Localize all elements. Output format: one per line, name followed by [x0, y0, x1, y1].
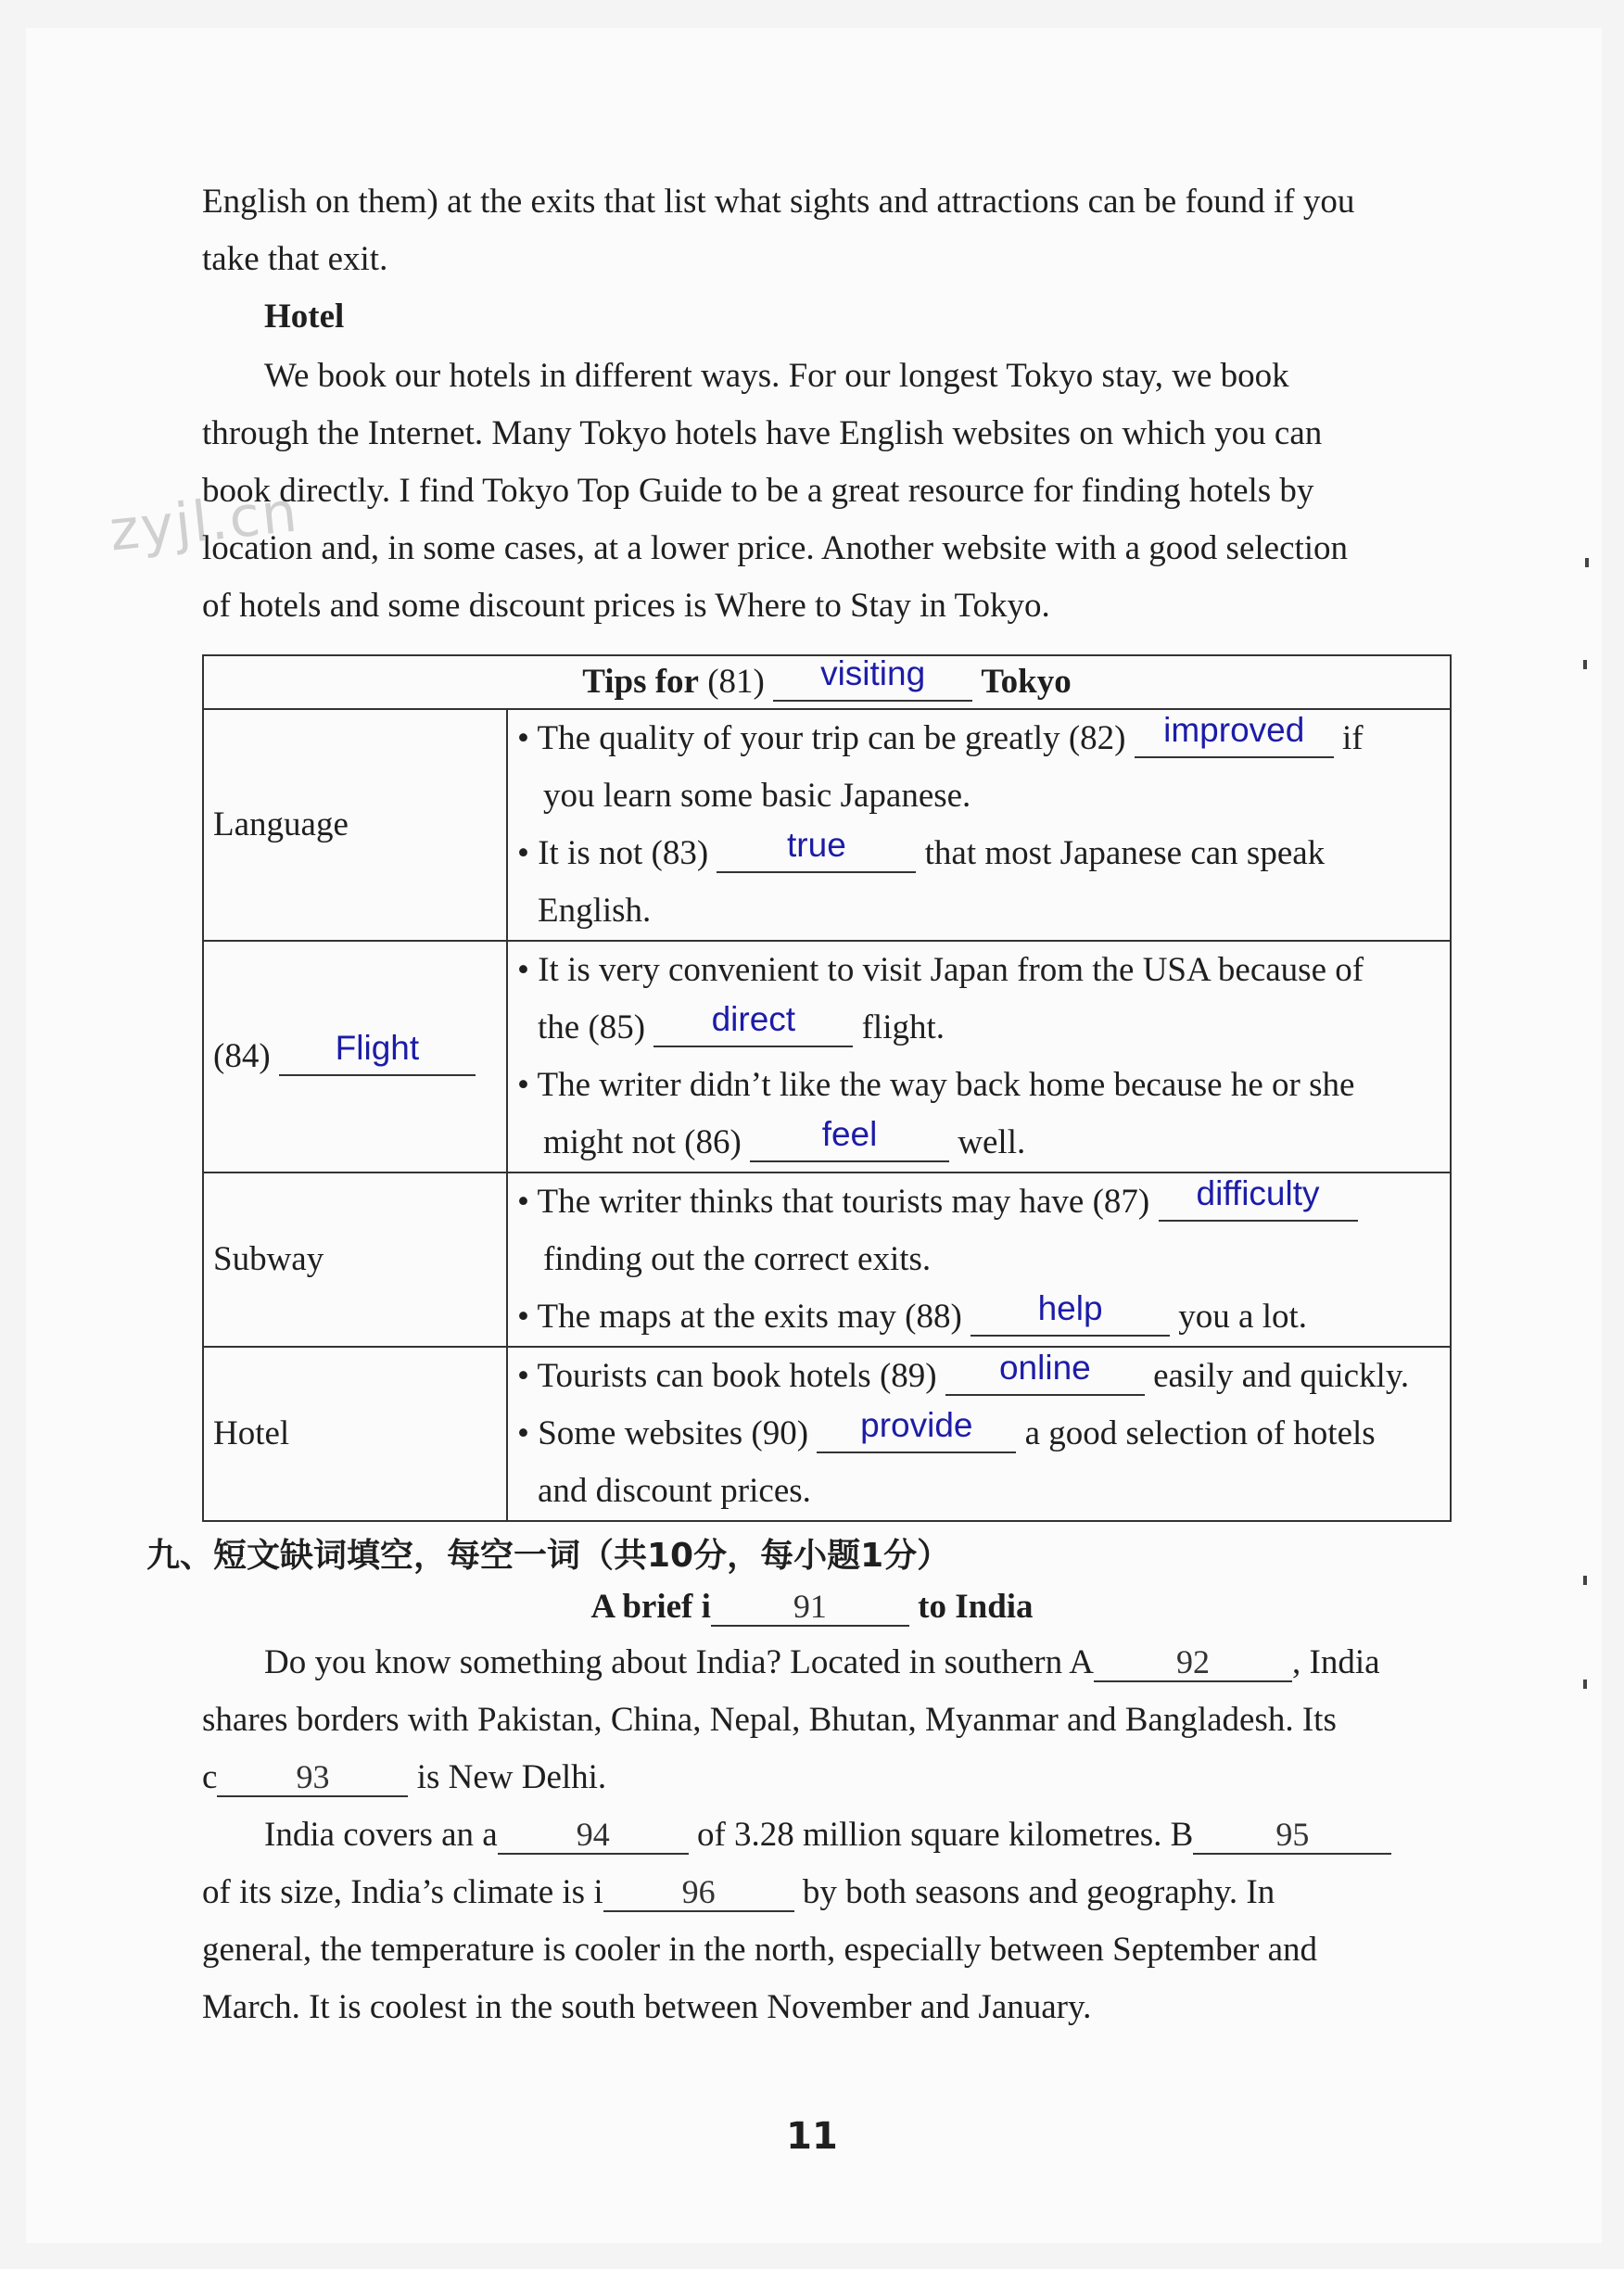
- row-content: • The quality of your trip can be greatly (82) improved if you learn some basic Japanese. • It is not (83) true that most Japanese can speak English.: [507, 709, 1451, 941]
- passage-line: English on them) at the exits that list what sights and attractions can be found if you: [202, 183, 1355, 221]
- scan-mark: [1583, 1680, 1587, 1689]
- passage-line: c 93 is New Delhi.: [202, 1758, 607, 1796]
- passage-line: through the Internet. Many Tokyo hotels have English websites on which you can: [202, 414, 1323, 452]
- passage-line: March. It is coolest in the south between November and January.: [202, 1988, 1092, 2026]
- answer-87[interactable]: difficulty: [1196, 1174, 1320, 1212]
- passage-line: We book our hotels in different ways. For our longest Tokyo stay, we book: [264, 357, 1289, 395]
- answer-90[interactable]: provide: [860, 1406, 973, 1444]
- row-category: Hotel: [203, 1347, 507, 1521]
- tips-table: [202, 654, 1452, 1522]
- passage-line: general, the temperature is cooler in the north, especially between September and: [202, 1931, 1318, 1969]
- blank-93[interactable]: 93: [296, 1758, 330, 1795]
- passage-title: A brief i 91 to India: [590, 1588, 1034, 1626]
- passage-line: shares borders with Pakistan, China, Nepal, Bhutan, Myanmar and Bangladesh. Its: [202, 1701, 1337, 1739]
- table-row: [203, 709, 1451, 941]
- answer-82[interactable]: improved: [1163, 711, 1305, 749]
- answer-81[interactable]: visiting: [820, 654, 926, 692]
- page-number: 11: [786, 2115, 838, 2158]
- answer-89[interactable]: online: [998, 1349, 1091, 1387]
- answer-85[interactable]: direct: [711, 1000, 796, 1038]
- row-content: • The writer thinks that tourists may have (87) difficulty finding out the correct exits. • The maps at the exits may (88) help you a lot.: [507, 1173, 1451, 1347]
- blank-95[interactable]: 95: [1275, 1816, 1310, 1853]
- table-row: [203, 941, 1451, 1173]
- scan-mark: [1583, 1576, 1587, 1585]
- watermark: zyjl.cn: [106, 479, 302, 564]
- table-title: Tips for (81) visiting Tokyo: [203, 655, 1451, 709]
- row-content: • Tourists can book hotels (89) online easily and quickly. • Some websites (90) provide a good selection of hotels and discount prices.: [507, 1347, 1451, 1521]
- table-row: [203, 1173, 1451, 1347]
- table-row: [203, 1347, 1451, 1521]
- row-category: Language: [203, 709, 507, 941]
- answer-86[interactable]: feel: [821, 1115, 878, 1153]
- passage-line: location and, in some cases, at a lower price. Another website with a good selection: [202, 529, 1349, 567]
- row-content: • It is very convenient to visit Japan from the USA because of the (85) direct flight. • The writer didn’t like the way back home because he or she might not (86) feel well.: [507, 941, 1451, 1173]
- passage-line: of its size, India’s climate is i 96 by both seasons and geography. In: [202, 1873, 1275, 1911]
- row-category: Subway: [203, 1173, 507, 1347]
- scan-mark: [1585, 558, 1589, 567]
- blank-91[interactable]: 91: [793, 1588, 827, 1625]
- passage-line: India covers an a 94 of 3.28 million square kilometres. B 95: [264, 1817, 1391, 1855]
- row-category: (84) Flight: [203, 941, 507, 1173]
- answer-88[interactable]: help: [1037, 1289, 1103, 1327]
- blank-92[interactable]: 92: [1176, 1643, 1211, 1680]
- passage-line: of hotels and some discount prices is Where to Stay in Tokyo.: [202, 587, 1050, 625]
- section-heading: Hotel: [264, 298, 345, 336]
- passage-line: book directly. I find Tokyo Top Guide to be a great resource for finding hotels by: [202, 472, 1314, 510]
- scan-mark: [1583, 660, 1587, 669]
- blank-94[interactable]: 94: [576, 1816, 610, 1853]
- passage-line: take that exit.: [202, 240, 388, 278]
- table-header-row: [203, 655, 1451, 709]
- blank-96[interactable]: 96: [681, 1873, 716, 1910]
- section-9-heading: 九、短文缺词填空，每空一词（共10分，每小题1分）: [146, 1537, 951, 1575]
- answer-83[interactable]: true: [787, 826, 846, 864]
- answer-84[interactable]: Flight: [335, 1029, 420, 1067]
- passage-line: Do you know something about India? Located in southern A 92 , India: [264, 1643, 1380, 1681]
